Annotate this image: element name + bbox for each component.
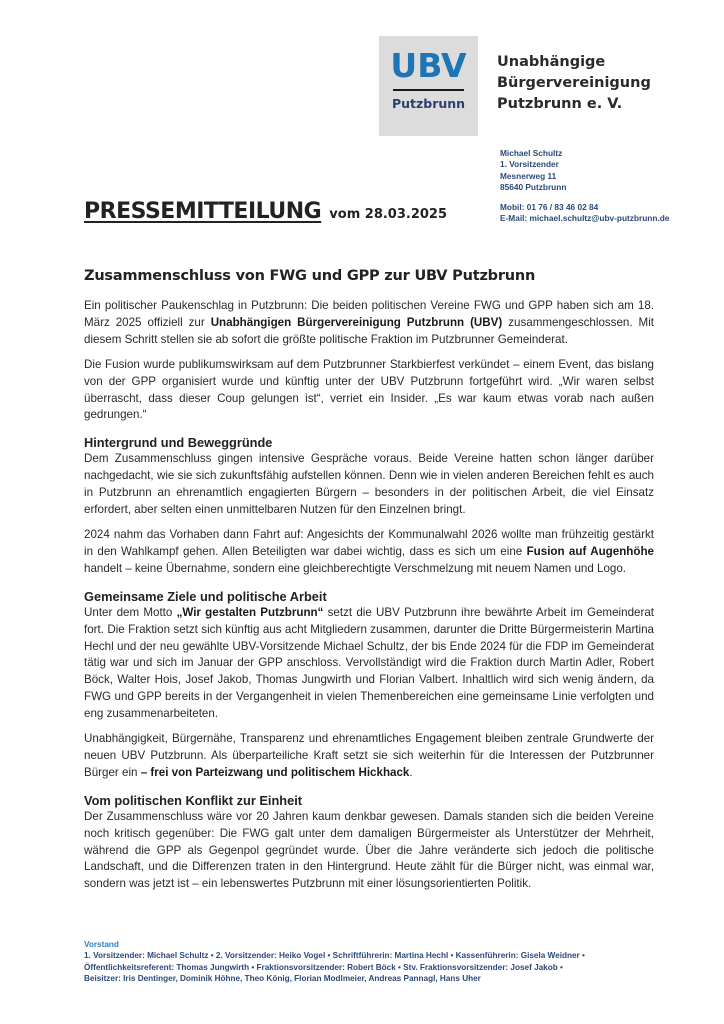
paragraph-values xyxy=(84,731,654,782)
intro-paragraph xyxy=(84,298,654,349)
article-body xyxy=(84,268,654,901)
article-headline: Zusammenschluss von FWG und GPP zur UBV Putzbrunn xyxy=(84,268,536,284)
board-footer xyxy=(84,939,644,985)
paragraph-background: Dem Zusammenschluss gingen intensive Gespräche voraus. Beide Vereine hatten schon länger darüber nachgedacht, wie sie sich zukunftsfähig aufstellen können. Denn wie in vielen anderen Bereichen fehlt es auch in Putzbrunn an ehrenamtlich engagierten Bürgern – besonders in der politischen Arbeit, die viel Einsatz erfordert, aber selten einen unmittelbaren Nutzen für den Einzelnen bringt. xyxy=(84,452,654,517)
org-name-line-1: Unabhängige xyxy=(497,54,606,70)
bold-text: „Wir gestalten Putzbrunn“ xyxy=(176,605,324,619)
contact-role: 1. Vorsitzender xyxy=(500,159,559,170)
logo-town: Putzbrunn xyxy=(391,96,466,111)
section-heading-goals: Gemeinsame Ziele und politische Arbeit xyxy=(84,588,327,604)
organization-name xyxy=(497,52,651,115)
contact-spacer xyxy=(500,193,669,202)
logo-divider xyxy=(393,89,464,91)
section-heading-background: Hintergrund und Beweggründe xyxy=(84,435,273,451)
press-release-date: vom 28.03.2025 xyxy=(329,207,448,222)
contact-email[interactable]: E-Mail: michael.schultz@ubv-putzbrunn.de xyxy=(500,213,670,224)
press-release-label: PRESSEMITTEILUNG xyxy=(84,199,322,224)
text-run: 2024 nahm das Vorhaben dann Fahrt auf: Angesichts der Kommunalwahl 2026 wollte man frühzeitig gestärkt in den Wahlkampf gehen. Allen Beteiligten war dabei wichtig, dass es sich um eine xyxy=(84,527,654,558)
text-run: setzt die UBV Putzbrunn ihre bewährte Arbeit im Gemeinderat fort. Die Fraktion setzt sich künftig aus acht Mitgliedern zusammen, darunter die Dritte Bürgermeisterin Martina Hechl und der neu gewählte UBV-Vorsitzende Michael Schultz, der bis Ende 2024 für die FDP im Gemeinderat tätig war und sich im Januar der GPP anschloss. Vervollständigt wird die Fraktion durch Martin Adler, Robert Böck, Walter Hois, Josef Jakob, Thomas Jungwirth und Florian Valbert. Inhaltlich wird sich wenig ändern, da FWG und GPP bereits in der Vergangenheit in vielen Themenbereichen eine gemeinsame Linie verfolgten und eng zusammenarbeiteten. xyxy=(84,605,654,721)
contact-block xyxy=(500,148,669,225)
footer-line-1: 1. Vorsitzender: Michael Schultz • 2. Vorsitzender: Heiko Vogel • Schriftführerin: Martina Hechl • Kassenführerin: Gisela Weidner • xyxy=(84,951,585,961)
org-name-line-2: Bürgervereinigung xyxy=(497,75,651,91)
paragraph-starkbierfest: Die Fusion wurde publikumswirksam auf dem Putzbrunner Starkbierfest verkündet – einem Event, das bislang von der GPP organisiert wurde und künftig unter der UBV Putzbrunn fortgeführt wird. „Wir waren selbst überrascht, dass dieser Coup gelungen ist“, verriet ein Insider. „Es war kaum etwas vorab nach außen gedrungen.“ xyxy=(84,357,654,422)
text-run: Unabhängigkeit, Bürgernähe, Transparenz und ehrenamtliches Engagement bleiben zentrale Grundwerte der neuen UBV Putzbrunn. Als überparteiliche Kraft setzt sie sich weiterhin für die Interessen der Putzbrunner Bürger ein xyxy=(84,732,654,779)
text-run: handelt – keine Übernahme, sondern eine gleichberechtigte Verschmelzung mit neuem Namen und Logo. xyxy=(84,561,627,575)
org-name-line-3: Putzbrunn e. V. xyxy=(497,96,623,112)
bold-text: Fusion auf Augenhöhe xyxy=(526,544,654,558)
section-heading-unity: Vom politischen Konflikt zur Einheit xyxy=(84,792,303,808)
footer-line-3: Beisitzer: Iris Dentinger, Dominik Höhne, Theo König, Florian Modlmeier, Andreas Pannagl, Hans Uher xyxy=(84,974,481,984)
contact-city: 85640 Putzbrunn xyxy=(500,181,567,192)
paragraph-2024 xyxy=(84,527,654,578)
paragraph-motto xyxy=(84,605,654,723)
ubv-logo xyxy=(379,36,478,136)
bold-text: – frei von Parteizwang und politischem Hickhack xyxy=(140,765,410,779)
text-run: zusammengeschlossen. Mit diesem Schritt stellen sie ab sofort die größte politische Fraktion im Putzbrunner Gemeinderat. xyxy=(84,315,655,346)
footer-title: Vorstand xyxy=(84,940,119,949)
contact-name: Michael Schultz xyxy=(500,148,563,158)
logo-abbreviation: UBV xyxy=(390,46,467,85)
contact-mobile: Mobil: 01 76 / 83 46 02 84 xyxy=(500,202,599,213)
text-run: Unter dem Motto xyxy=(84,605,177,619)
footer-line-2: Öffentlichkeitsreferent: Thomas Jungwirth • Fraktionsvorsitzender: Robert Böck • Stv. Fraktionsvorsitzender: Josef Jakob • xyxy=(84,962,563,972)
text-run: . xyxy=(409,765,413,779)
text-run: Ein politischer Paukenschlag in Putzbrunn: Die beiden politischen Vereine FWG und GPP haben sich am 18. März 2025 offiziell zur xyxy=(84,299,654,329)
document-title xyxy=(84,199,447,224)
bold-text: Unabhängigen Bürgervereinigung Putzbrunn (UBV) xyxy=(210,315,503,329)
paragraph-unity: Der Zusammenschluss wäre vor 20 Jahren kaum denkbar gewesen. Damals standen sich die beiden Vereine noch kritisch gegenüber: Die FWG galt unter dem damaligen Bürgermeister als Unterstützer der Mehrheit, während die GPP als Gegenpol gegründet wurde. Über die Jahre veränderte sich jedoch die politische Landschaft, und die Differenzen traten in den Hintergrund. Heute zählt für die Bürger nicht, was einmal war, sondern was jetzt ist – ein lebenswertes Putzbrunn mit einer lösungsorientierten Politik. xyxy=(84,809,654,891)
contact-street: Mesnerweg 11 xyxy=(500,170,557,181)
